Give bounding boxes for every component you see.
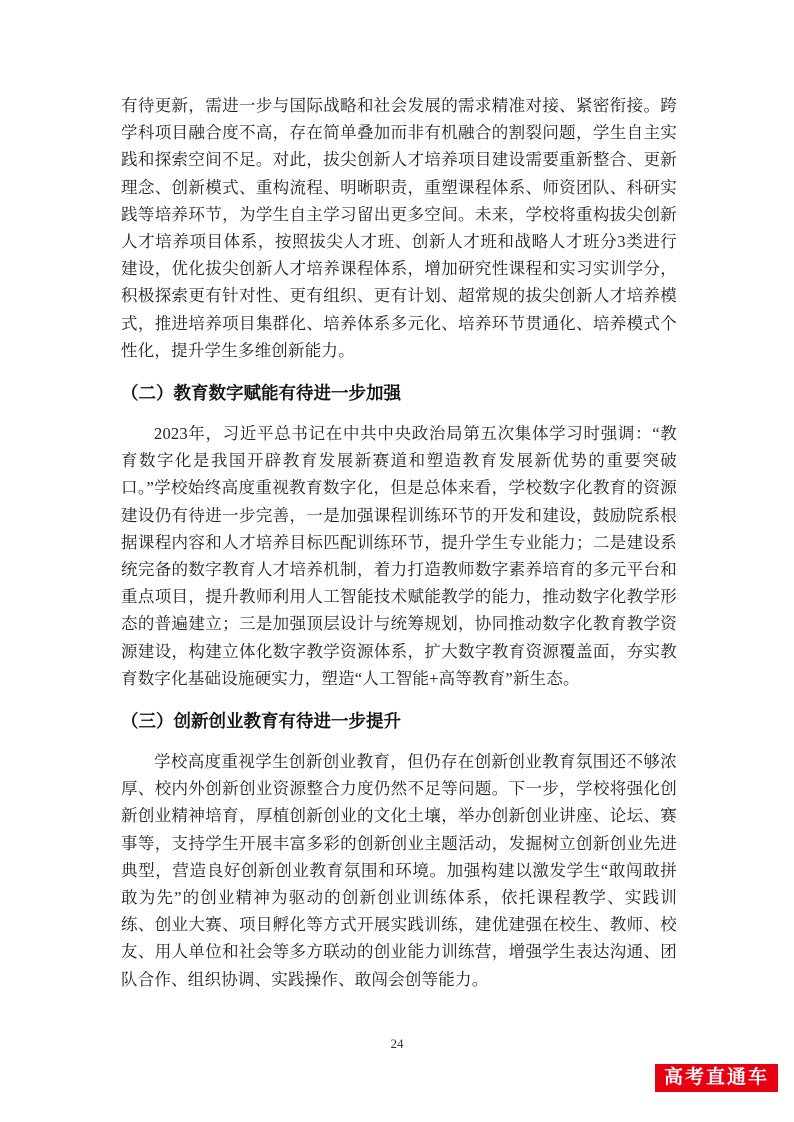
paragraph-innovation-entrepreneurship: 学校高度重视学生创新创业教育，但仍存在创新创业教育氛围还不够浓厚、校内外创新创业资源整合力度仍然不足等问题。下一步，学校将强化创新创业精神培育，厚植创新创业的文化土壤，举办创新创业讲座、论坛、赛事等，支持学生开展丰富多彩的创新创业主题活动，发掘树立创新创业先进典型，营造良好创新创业教育氛围和环境。加强构建以激发学生“敢闯敢拼敢为先”的创业精神为驱动的创新创业训练体系，依托课程教学、实践训练、创业大赛、项目孵化等方式开展实践训练，建优建强在校生、教师、校友、用人单位和社会等多方联动的创业能力训练营，增强学生表达沟通、团队合作、组织协调、实践操作、敢闯会创等能力。 — [121, 752, 677, 989]
section-heading-innovation-entrepreneurship: （三）创新创业教育有待进一步提升 — [121, 711, 401, 732]
watermark-badge: 高考直通车 — [655, 1064, 778, 1092]
paragraph-digital-education: 2023年，习近平总书记在中共中央政治局第五次集体学习时强调：“教育数字化是我国开辟教育发展新赛道和塑造教育发展新优势的重要突破口。”学校始终高度重视教育数字化，但是总体来看，学校数字化教育的资源建设仍有待进一步完善，一是加强课程训练环节的开发和建设，鼓励院系根据课程内容和人才培养目标匹配训练环节，提升学生专业能力；二是建设系统完备的数字教育人才培养机制，着力打造教师数字素养培育的多元平台和重点项目，提升教师利用人工智能技术赋能教学的能力，推动数字化教学形态的普遍建立；三是加强顶层设计与统筹规划，协同推动数字化教育教学资源建设，构建立体化数字教学资源体系，扩大数字教育资源覆盖面，夯实教育数字化基础设施硬实力，塑造“人工智能+高等教育”新生态。 — [121, 424, 677, 688]
page-number: 24 — [390, 1036, 404, 1051]
section-heading-digital-education: （二）教育数字赋能有待进一步加强 — [121, 383, 401, 404]
page-content — [121, 92, 677, 993]
paragraph-talent-cultivation-continuation: 有待更新，需进一步与国际战略和社会发展的需求精准对接、紧密衔接。跨学科项目融合度不高，存在简单叠加而非有机融合的割裂问题，学生自主实践和探索空间不足。对此，拔尖创新人才培养项目建设需要重新整合、更新理念、创新模式、重构流程、明晰职责，重塑课程体系、师资团队、科研实践等培养环节，为学生自主学习留出更多空间。未来，学校将重构拔尖创新人才培养项目体系，按照拔尖人才班、创新人才班和战略人才班分3类进行建设，优化拔尖创新人才培养课程体系，增加研究性课程和实习实训学分，积极探索更有针对性、更有组织、更有计划、超常规的拔尖创新人才培养模式，推进培养项目集群化、培养体系多元化、培养环节贯通化、培养模式个性化，提升学生多维创新能力。 — [121, 96, 677, 360]
